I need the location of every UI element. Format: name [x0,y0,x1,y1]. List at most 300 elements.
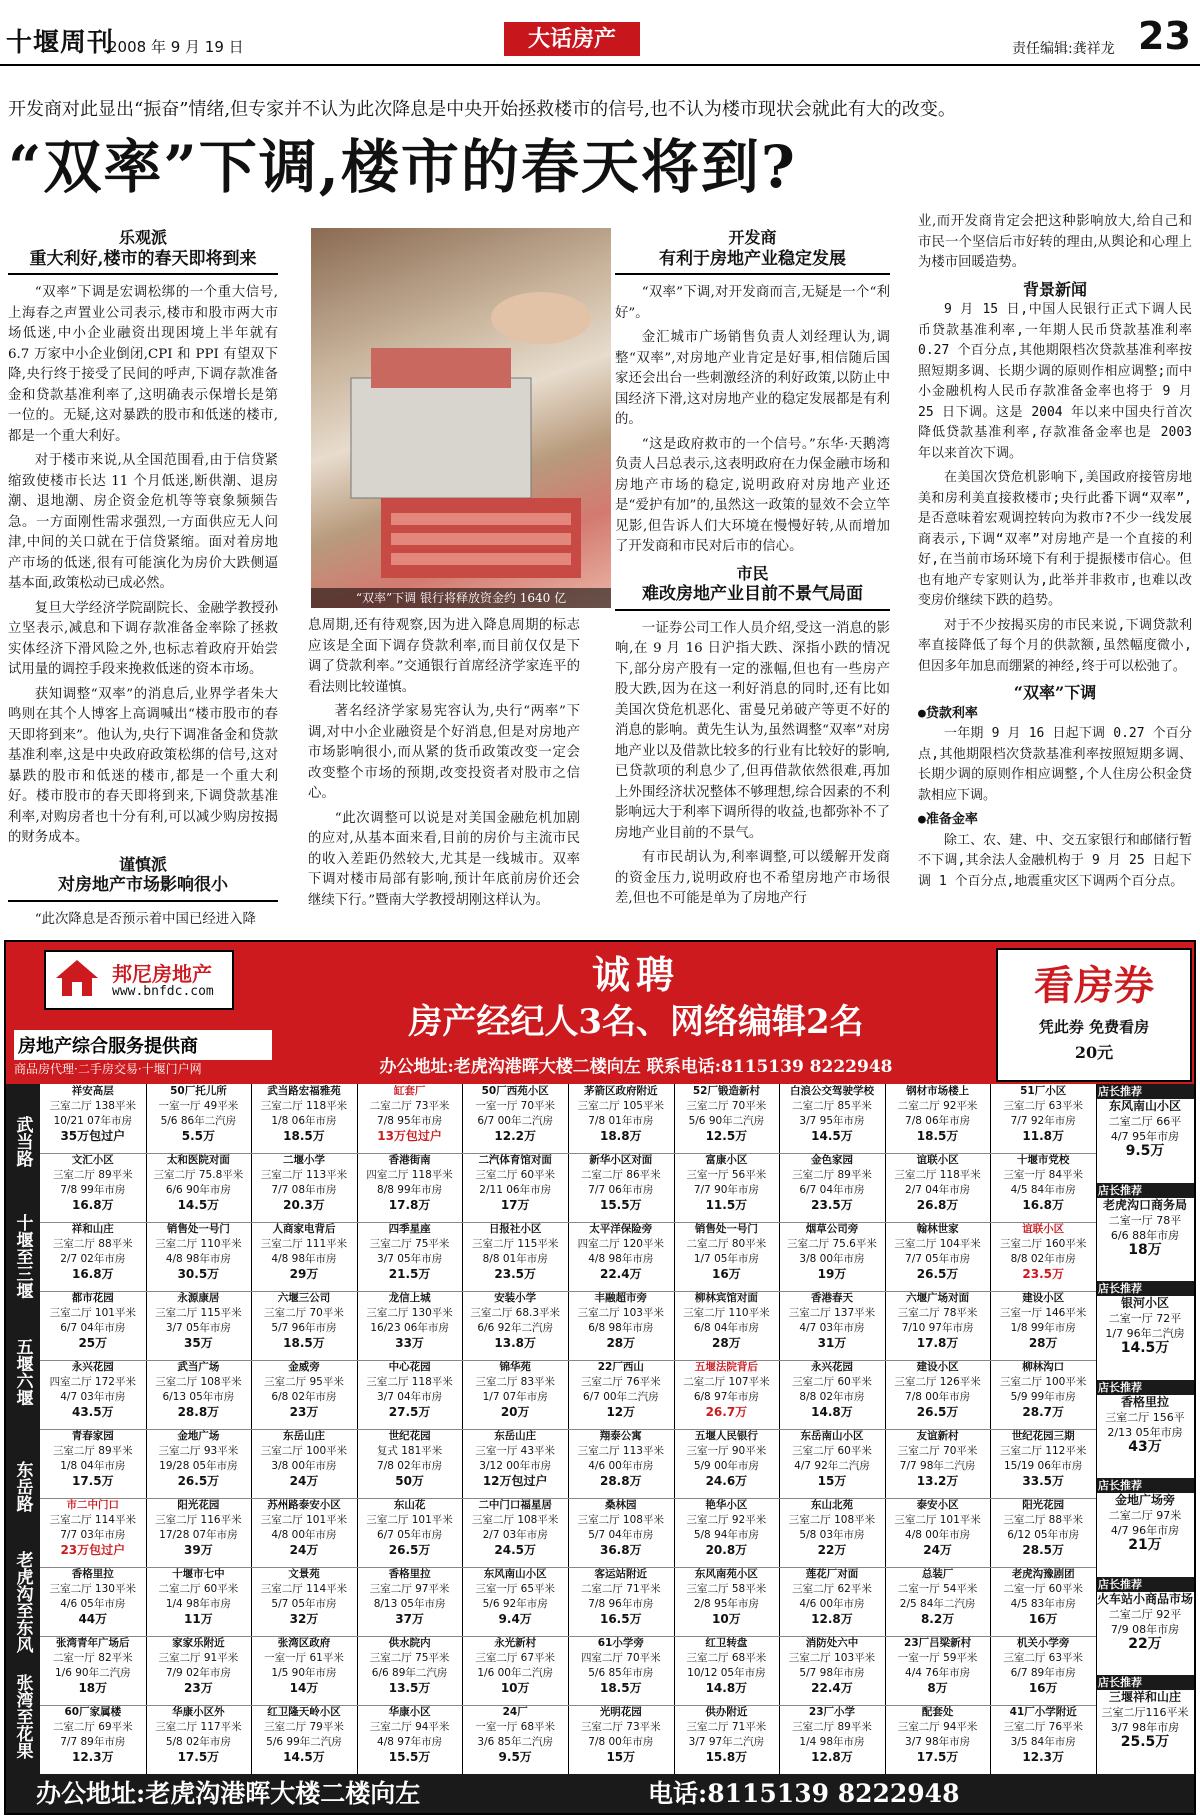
listing-name: 十堰市党校 [1016,1154,1070,1166]
listing-price: 24.5万 [494,1543,536,1557]
pick-floor-year: 2/13 05年市房 [1107,1425,1183,1439]
listing-price: 12.8万 [811,1750,853,1764]
listing-item [568,1636,674,1706]
pick-name: 香格里拉 [1120,1394,1169,1409]
kicker: 谨慎派 [118,854,167,874]
listing-price: 22万 [817,1543,847,1557]
listing-price: 16万 [1028,1612,1058,1626]
listing-price: 18.5万 [916,1129,959,1143]
listing-item [885,1084,991,1154]
listing-layout: 三室二厅 94平米 [897,1721,978,1733]
listing-item [990,1636,1096,1706]
listing-name: 永兴花园 [810,1361,853,1373]
listing-price: 24万 [289,1543,319,1557]
listing-price: 15.5万 [388,1750,431,1764]
listing-price: 35万 [184,1336,213,1350]
listing-column [568,1084,675,1774]
listing-item [990,1429,1096,1499]
listing-price: 14.8万 [705,1681,748,1695]
listing-item [674,1222,780,1292]
coupon-title: 看房券 [1034,962,1154,1009]
listing-price: 23.5万 [494,1267,536,1281]
listing-floor-year: 10/12 05年市房 [687,1667,766,1679]
listing-price: 15.5万 [599,1198,642,1212]
listing-item [990,1705,1096,1775]
pick-price: 18万 [1128,1241,1162,1258]
pick-tag: 店长推荐 [1096,1281,1194,1296]
listing-floor-year: 3/7 95年市房 [799,1115,865,1127]
listing-layout: 三室一厅 84平米 [1003,1169,1084,1181]
listing-name: 文景苑 [288,1568,320,1580]
rates-title: “双率”下调 [1013,683,1097,702]
listing-item [568,1705,674,1775]
listing-layout: 四室二厅 118平米 [366,1169,453,1181]
listing-price: 39万 [184,1543,213,1557]
listing-layout: 三室一厅 65平米 [475,1583,556,1595]
ad-footer [6,1774,1194,1813]
paragraph: 业,而开发商肯定会把这种影响放大,给自己和市民一个坚信后市好转的理由,从舆论和心理上为楼市回暖造势。 [918,214,1192,270]
listing-layout: 三室二厅 137平米 [788,1307,876,1319]
listing-floor-year: 6/8 04年市房 [693,1322,759,1334]
listing-floor-year: 7/8 95年市房 [377,1115,443,1127]
listing-price: 32万 [289,1612,319,1626]
listing-item [462,1084,568,1154]
listing-item [40,1084,146,1154]
listing-column [146,1084,253,1774]
listing-column [357,1084,464,1774]
listing-layout: 四室二厅 172平米 [49,1376,136,1388]
listing-item [885,1360,991,1430]
listing-item [990,1153,1096,1223]
listing-item [568,1222,674,1292]
listing-price: 50万 [395,1474,424,1488]
kicker: 市民 [736,563,769,583]
listing-item [990,1567,1096,1637]
pick-layout: 三室二厅116平米 [1101,1706,1189,1719]
listing-layout: 复式 181平米 [376,1445,443,1457]
pick-name: 三堰祥和山庄 [1108,1690,1181,1704]
manager-pick-item [1096,1478,1194,1578]
coupon-subtitle: 凭此券 免费看房 [1038,1018,1150,1036]
listing-floor-year: 3/7 04年市房 [377,1391,443,1403]
listing-name: 祥安高层 [71,1085,114,1097]
listing-layout: 三室二厅 110平米 [683,1307,770,1319]
listing-price: 33.5万 [1022,1474,1064,1488]
listing-layout: 三室二厅 160平米 [999,1238,1087,1250]
listing-layout: 三室二厅 103平米 [788,1652,876,1664]
listing-price: 20.3万 [283,1198,325,1212]
listing-layout: 三室二厅 60平米 [792,1376,872,1388]
listing-price: 18.5万 [283,1336,325,1350]
listing-floor-year: 1/8 99年市房 [1010,1322,1076,1334]
listing-item [146,1360,252,1430]
listing-price: 13.8万 [494,1336,536,1350]
listing-floor-year: 7/7 03年市房 [60,1529,126,1541]
listing-price: 11.5万 [705,1198,748,1212]
listing-name: 茅箭区政府附近 [584,1085,658,1097]
listing-item [40,1567,146,1637]
listing-name: 机关小学旁 [1016,1637,1070,1649]
listing-floor-year: 7/8 00年市房 [905,1391,971,1403]
listing-floor-year: 2/11 06年市房 [479,1184,552,1196]
listing-price: 15万 [606,1750,636,1764]
listing-layout: 三室二厅 103平米 [577,1307,664,1319]
listing-floor-year: 15/19 06年市房 [1003,1460,1083,1472]
listing-name: 苏州路泰安小区 [267,1499,341,1511]
listing-item [462,1291,568,1361]
listing-floor-year: 4/7 03年市房 [799,1322,865,1334]
listing-name: 翔泰公寓 [599,1430,642,1442]
listing-item [674,1567,780,1637]
listing-floor-year: 6/12 05年市房 [1007,1529,1080,1541]
listing-name: 金地广场 [177,1430,220,1442]
listing-layout: 三室二厅 105平米 [577,1100,664,1112]
listing-layout: 二室二厅 60平米 [158,1583,239,1595]
listing-layout: 三室二厅 111平米 [260,1238,348,1250]
listing-price: 44万 [78,1612,108,1626]
pick-tag: 店长推荐 [1096,1478,1194,1493]
listing-item [251,1084,357,1154]
listing-price: 15万 [817,1474,847,1488]
listing-price: 27.5万 [388,1405,431,1419]
listing-name: 香格里拉 [388,1568,431,1580]
listing-name: 柳林沟口 [1022,1361,1065,1373]
listing-floor-year: 3/8 00年市房 [271,1460,337,1472]
listing-price: 12.5万 [705,1129,748,1143]
listing-name: 家家乐附近 [172,1637,225,1649]
pick-layout: 三室二厅 156平 [1105,1410,1185,1424]
listing-price: 13万包过户 [377,1129,442,1143]
listing-price: 23万包过户 [60,1543,126,1557]
listing-item [779,1498,885,1568]
listing-layout: 三室二厅 70平米 [686,1100,767,1112]
listing-price: 24万 [289,1474,319,1488]
listing-name: 世纪花园三期 [1011,1430,1075,1442]
listing-name: 配套处 [921,1706,954,1718]
listing-item [462,1153,568,1223]
listing-name: 白浪公交驾驶学校 [789,1085,874,1097]
listing-item [885,1291,991,1361]
pick-name: 老虎沟口商务局 [1102,1197,1187,1212]
cash-counter-illustration [311,228,611,608]
listing-floor-year: 6/7 04年市房 [799,1184,865,1196]
listing-column [674,1084,781,1774]
listing-price: 33万 [395,1336,424,1350]
section-banner: 大话房产 [504,22,640,56]
listing-layout: 二室二厅 86平米 [580,1169,661,1181]
listing-price: 12.8万 [811,1612,853,1626]
listing-layout: 三室二厅 110平米 [155,1238,242,1250]
listing-item [779,1222,885,1292]
listing-name: 50厂托儿所 [170,1085,227,1097]
listing-name: 供水院内 [388,1637,431,1649]
listing-item [357,1498,463,1568]
agency-tagline: 房地产综合服务提供商 [14,1030,272,1060]
listing-floor-year: 4/6 00年市房 [588,1460,654,1472]
listing-layout: 三室一厅 56平米 [686,1169,767,1181]
listing-layout: 一室一厅 68平米 [475,1721,556,1733]
subhead: 对房地产市场影响很小 [8,875,278,902]
listing-price: 17.8万 [388,1198,431,1212]
listing-name: 销售处一号门 [166,1223,230,1235]
listing-floor-year: 3/7 98年市房 [905,1736,971,1748]
issue-date: 2008 年 9 月 19 日 [108,38,244,56]
listing-item [779,1705,885,1775]
listing-name: 富康小区 [705,1154,748,1166]
listing-floor-year: 6/6 89年二汽房 [371,1667,448,1679]
listing-layout: 三室二厅 118平米 [260,1100,348,1112]
listing-price: 18万 [78,1681,108,1695]
listing-item [462,1429,568,1499]
listing-item [779,1636,885,1706]
listing-item [568,1153,674,1223]
listing-price: 14.5万 [177,1198,220,1212]
pick-floor-year: 1/7 96年二汽房 [1105,1327,1185,1340]
column-background [918,212,1192,896]
listing-name: 六堰三公司 [277,1292,331,1304]
listing-item [40,1360,146,1430]
paragraph: 著名经济学家易宪容认为,央行“两率”下调,对中小企业融资是个好消息,但是对房地产市场影响很小,而从紧的货币政策改变一定会改变整个市场的预期,改变投资者对股市之信心。 [308,704,580,801]
listing-price: 23万 [184,1681,213,1695]
listing-price: 29万 [289,1267,319,1281]
listing-item [40,1429,146,1499]
listing-layout: 三室二厅 108平米 [788,1514,876,1526]
pick-layout: 二室二厅 66平 [1108,1115,1182,1128]
listing-floor-year: 6/7 89年市房 [1010,1667,1076,1679]
paragraph: “双率”下调,对开发商而言,无疑是一个“利好”。 [615,285,890,321]
pick-floor-year: 4/7 95年市房 [1110,1130,1180,1143]
photo-caption: “双率”下调 银行将释放资金约 1640 亿 [311,588,611,608]
listing-name: 41厂小学附近 [1009,1706,1077,1718]
listing-item [40,1222,146,1292]
listing-item [146,1222,252,1292]
listing-layout: 三室二厅 104平米 [894,1238,981,1250]
listing-name: 张湾区政府 [277,1637,331,1649]
listing-floor-year: 6/7 00年二汽房 [582,1391,659,1403]
listing-name: 翰林世家 [916,1223,959,1235]
listing-name: 莲花厂对面 [805,1568,859,1580]
listing-layout: 三室二厅 100平米 [999,1376,1087,1388]
listing-name: 阳光花园 [177,1499,220,1511]
listing-layout: 三室二厅 75.6平米 [787,1238,877,1250]
listing-layout: 三室二厅 83平米 [475,1376,556,1388]
listing-floor-year: 4/7 03年市房 [60,1391,126,1403]
listing-price: 9.5万 [498,1750,532,1764]
listing-floor-year: 4/8 98年市房 [588,1253,654,1265]
footer-address: 办公地址:老虎沟港晖大楼二楼向左 [36,1779,421,1808]
listing-price: 14.5万 [283,1750,325,1764]
listing-layout: 三室二厅 76平米 [580,1376,661,1388]
listing-price: 9.4万 [498,1612,532,1626]
listing-layout: 三室二厅 68.3平米 [470,1307,561,1319]
paragraph: 息周期,还有待观察,因为进入降息周期的标志应该是全面下调存贷款利率,而目前仅仅是下调了贷款利率。”交通银行首席经济学家连平的看法则比较谨慎。 [308,618,580,695]
paragraph: “双率”下调是宏调松绑的一个重大信号,上海春之声置业公司表示,楼市和股市两大市场低迷,中小企业融资出现困境上半年就有 6.7 万家中小企业倒闭,CPI 和 PPI 有望双下降,央行终于接受了民间的呼声,下调存款准备金和贷款基准利率了,这明确表示保增长是第一位的。无疑,这对暴跌的股市和低迷的楼市,都是一个重大利好。 [8,285,278,444]
listing-item [146,1291,252,1361]
ad-banner [6,942,1194,1084]
listing-name: 销售处一号门 [694,1223,758,1235]
listing-item [462,1567,568,1637]
pick-price: 43万 [1128,1438,1162,1455]
paragraph: “此次调整可以说是对美国金融危机加剧的应对,从基本面来看,目前的房价与主流市民的收入差距仍然较大,尤其是一线城市。双率下调对楼市局部有影响,预计年底前房价还会继续下行。”暨南大学教授胡刚这样认为。 [308,810,580,908]
listing-price: 30.5万 [177,1267,220,1281]
listing-item [146,1084,252,1154]
listing-name: 武当广场 [177,1361,220,1373]
manager-picks [1096,1084,1194,1774]
coupon-value: 20元 [1074,1043,1114,1062]
listing-name: 东岳山庄 [282,1430,325,1442]
paragraph: 复旦大学经济学院副院长、金融学教授孙立坚表示,减息和下调存款准备金率除了拯救实体经济下滑风险之外,也标志着政府开始尝试用量的调控手段来挽救低迷的资本市场。 [8,600,278,677]
house-icon [54,958,100,998]
listing-price: 16万 [1028,1681,1058,1695]
listing-floor-year: 4/8 97年市房 [377,1736,443,1748]
listing-floor-year: 2/7 02年市房 [60,1253,126,1265]
listing-layout: 三室二厅 93平米 [158,1445,239,1457]
listing-price: 28.7万 [1022,1405,1064,1419]
listing-price: 5.5万 [181,1129,216,1143]
listing-item [462,1705,568,1775]
deck-line: 开发商对此显出“振奋”情绪,但专家并不认为此次降息是中央开始拯救楼市的信号,也不认为楼市现状会就此有大的改变。 [8,99,956,120]
listing-item [674,1705,780,1775]
listing-price: 16万 [712,1267,741,1281]
listing-name: 金威旁 [288,1361,320,1373]
listing-name: 永源康居 [177,1292,220,1304]
listing-name: 锦华苑 [499,1361,531,1373]
listing-floor-year: 5/8 03年市房 [799,1529,865,1541]
listing-floor-year: 7/8 01年市房 [588,1115,654,1127]
listing-layout: 三室二厅 75.8平米 [153,1169,244,1181]
listing-name: 香格里拉 [71,1568,114,1580]
region-label: 张湾至花果 [6,1659,40,1775]
listing-price: 12万包过户 [482,1474,548,1488]
listing-price: 28万 [606,1336,636,1350]
listing-item [674,1498,780,1568]
loan-rate-heading: ●贷款利率 [918,705,978,721]
listing-floor-year: 8/8 02年市房 [799,1391,865,1403]
listing-floor-year: 7/7 98年二汽房 [899,1460,976,1472]
listing-floor-year: 1/7 07年市房 [482,1391,548,1403]
listing-item [251,1222,357,1292]
listing-floor-year: 4/5 83年市房 [1010,1598,1076,1610]
listing-item [885,1498,991,1568]
listing-floor-year: 3/12 00年市房 [479,1460,552,1472]
listing-layout: 三室二厅 60平米 [792,1445,872,1457]
listing-floor-year: 6/6 90年市房 [165,1184,231,1196]
listing-item [40,1291,146,1361]
listing-price: 16.8万 [1022,1198,1064,1212]
manager-pick-item [1096,1380,1194,1480]
listing-name: 泰安小区 [916,1499,959,1511]
listing-floor-year: 5/6 92年市房 [482,1598,548,1610]
listing-name: 桑林园 [605,1499,637,1511]
listing-layout: 三室二厅 76平米 [1003,1721,1084,1733]
listing-layout: 三室二厅 89平米 [792,1169,872,1181]
listing-name: 五堰人民银行 [694,1430,758,1442]
listing-name: 二堰小学 [282,1154,325,1166]
listing-layout: 三室二厅 75平米 [369,1238,450,1250]
listing-item [357,1636,463,1706]
listing-name: 阳光花园 [1022,1499,1065,1511]
listing-item [990,1498,1096,1568]
listing-floor-year: 1/6 00年二汽房 [477,1667,553,1679]
listing-name: 十堰市七中 [172,1568,225,1580]
listing-name: 友谊新村 [916,1430,959,1442]
listing-floor-year: 4/8 98年市房 [165,1253,231,1265]
pick-floor-year: 6/6 88年市房 [1110,1228,1180,1242]
listing-name: 钢材市场楼上 [906,1085,970,1097]
listing-price: 20.8万 [705,1543,748,1557]
listing-item [251,1705,357,1775]
paragraph: “此次降息是否预示着中国已经进入降 [34,911,256,927]
listing-price: 11万 [184,1612,213,1626]
listing-layout: 三室二厅 70平米 [264,1307,344,1319]
listing-layout: 三室二厅 117平米 [155,1721,242,1733]
listing-floor-year: 3/7 05年市房 [165,1322,231,1334]
listing-name: 22厂西山 [597,1361,644,1373]
listing-price: 17.5万 [71,1474,114,1488]
listing-layout: 三室二厅 108平米 [577,1514,664,1526]
listing-name: 60厂家属楼 [64,1706,122,1718]
listing-floor-year: 3/6 85年二汽房 [477,1736,553,1748]
listing-floor-year: 7/10 97年市房 [901,1322,974,1334]
listing-floor-year: 4/8 98年市房 [271,1253,337,1265]
editor-credit: 责任编辑:龚祥龙 [1012,41,1115,57]
listing-name: 供办附近 [705,1706,748,1718]
listing-item [251,1567,357,1637]
listing-price: 37万 [395,1612,424,1626]
listing-layout: 三室二厅 115平米 [155,1307,242,1319]
listing-floor-year: 17/28 07年市房 [159,1529,238,1541]
listing-floor-year: 3/5 84年市房 [1010,1736,1076,1748]
hiring-title: 诚聘 [591,952,680,997]
listing-layout: 三室二厅 118平米 [894,1169,981,1181]
listing-price: 8万 [927,1681,948,1695]
listing-price: 12.3万 [71,1750,114,1764]
listing-price: 17.8万 [916,1336,959,1350]
subhead: 有利于房地产业稳定发展 [615,249,890,276]
listing-floor-year: 6/8 98年市房 [588,1322,654,1334]
listing-layout: 三室二厅 101平米 [894,1514,981,1526]
agency-services: 商品房代理·二手房交易·十堰门户网 [14,1062,202,1076]
listing-floor-year: 5/7 98年市房 [799,1667,865,1679]
listing-item [674,1084,780,1154]
listing-price: 18.5万 [599,1681,642,1695]
listing-layout: 三室二厅 95平米 [264,1376,344,1388]
listing-price: 26.5万 [177,1474,220,1488]
listing-item [462,1498,568,1568]
listing-layout: 二室二厅 107平米 [683,1376,770,1388]
kicker: 乐观派 [118,228,167,247]
listing-item [674,1153,780,1223]
listing-floor-year: 4/6 00年市房 [799,1598,865,1610]
listing-floor-year: 6/8 97年市房 [693,1391,759,1403]
listing-layout: 三室二厅 113平米 [260,1169,348,1181]
listing-price: 26.8万 [916,1198,959,1212]
listing-name: 建设小区 [916,1361,959,1373]
listing-name: 客运站附近 [594,1568,648,1580]
listing-price: 12万 [606,1405,636,1419]
listing-name: 建设小区 [1022,1292,1065,1304]
listing-price: 28万 [712,1336,741,1350]
region-label: 十堰至三堰 [6,1199,40,1315]
listing-layout: 三室二厅 70平米 [897,1445,978,1457]
listing-name: 东风南山小区 [483,1568,547,1580]
listing-name: 23厂小学 [808,1706,856,1718]
listing-price: 17万 [500,1198,530,1212]
listing-price: 21.5万 [388,1267,431,1281]
listing-column [251,1084,358,1774]
listing-layout: 三室二厅 68平米 [686,1652,767,1664]
listing-name: 52厂锻造新村 [692,1085,760,1097]
